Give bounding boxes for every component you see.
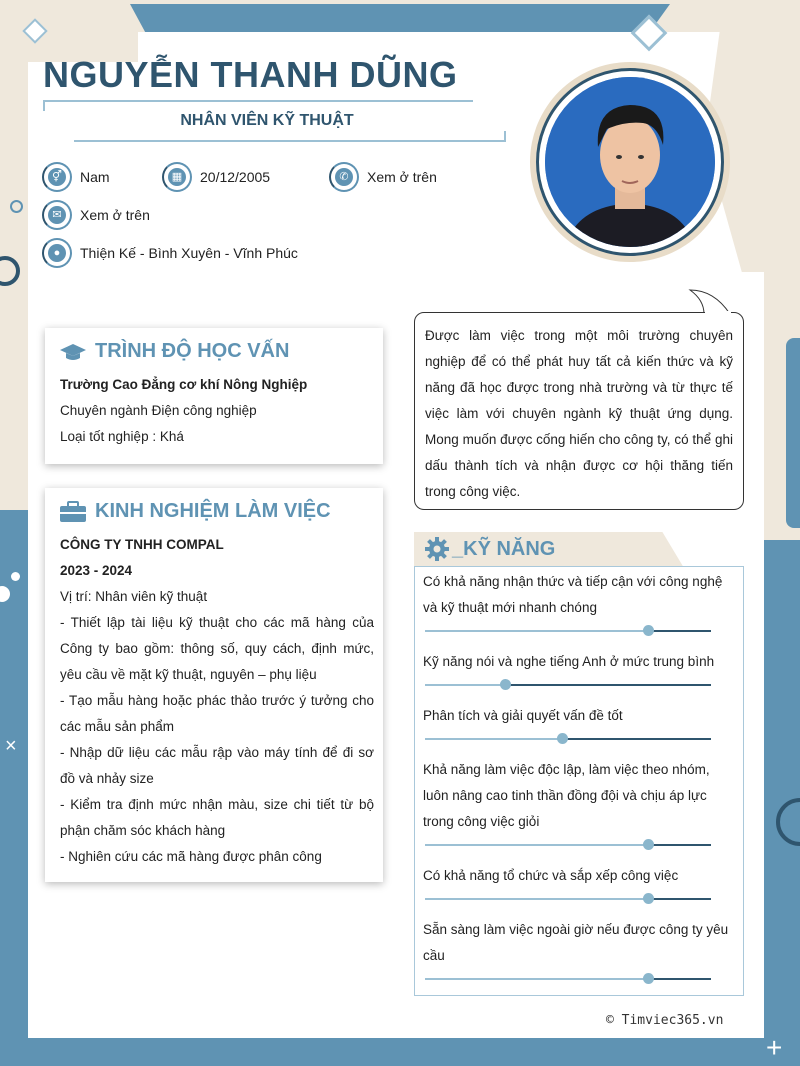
skill-bar-remaining [648, 844, 711, 846]
phone-value: Xem ở trên [367, 169, 437, 185]
skill-item [423, 703, 737, 729]
dot-icon [11, 572, 20, 581]
skill-level-knob [557, 733, 568, 744]
duty-item: - Kiểm tra định mức nhận màu, size chi tiết từ bộ phận chăm sóc khách hàng [60, 797, 374, 838]
skill-level-knob [500, 679, 511, 690]
copyright: © Timviec365.vn [606, 1013, 724, 1028]
experience-body [60, 532, 374, 870]
info-email [42, 200, 150, 230]
skill-bar [425, 738, 711, 740]
duty-item: - Thiết lập tài liệu kỹ thuật cho các mã hàng của Công ty bao gồm: thông số, quy cách, định mức, yêu cầu về mặt kỹ thuật, nguyên – phụ liệu [60, 615, 374, 682]
skill-bar [425, 898, 711, 900]
skill-level-knob [643, 625, 654, 636]
info-gender [42, 162, 110, 192]
skill-item [423, 649, 737, 675]
skill-label: Kỹ năng nói và nghe tiếng Anh ở mức trung bình [423, 654, 715, 669]
company-name: CÔNG TY TNHH COMPAL [60, 537, 224, 552]
work-period: 2023 - 2024 [60, 563, 133, 578]
title-rule-top [43, 100, 473, 102]
job-title: NHÂN VIÊN KỸ THUẬT [180, 112, 354, 129]
position: Vị trí: Nhân viên kỹ thuật [60, 589, 208, 604]
skill-level-knob [643, 839, 654, 850]
blue-wave-right [764, 720, 800, 1040]
phone-icon: ✆ [329, 162, 359, 192]
location-icon: ● [42, 238, 72, 268]
person-silhouette-icon [545, 77, 715, 247]
skill-label: Phân tích và giải quyết vấn đề tốt [423, 708, 623, 723]
calendar-icon: ▦ [162, 162, 192, 192]
skill-bar [425, 978, 711, 980]
skill-item [423, 863, 737, 889]
experience-title: KINH NGHIỆM LÀM VIỆC [95, 500, 331, 522]
blue-tab-right [786, 338, 800, 528]
education-section [45, 328, 383, 464]
skills-title: _KỸ NĂNG [452, 537, 556, 560]
circle-icon [10, 200, 23, 213]
skill-level-knob [643, 973, 654, 984]
duty-item: - Nghiên cứu các mã hàng được phân công [60, 849, 322, 864]
address-value: Thiện Kế - Bình Xuyên - Vĩnh Phúc [80, 245, 298, 261]
avatar [545, 77, 715, 247]
info-phone [329, 162, 437, 192]
skill-item [423, 569, 737, 621]
skill-bar-remaining [648, 630, 711, 632]
skill-bar [425, 630, 711, 632]
skill-label: Có khả năng tổ chức và sắp xếp công việc [423, 868, 679, 883]
skill-bar-remaining [648, 978, 711, 980]
title-rule-bottom [74, 140, 506, 142]
skill-label: Có khả năng nhận thức và tiếp cận với công nghệ và kỹ thuật mới nhanh chóng [423, 574, 723, 615]
experience-section [45, 488, 383, 882]
plus-icon: + [766, 1032, 783, 1063]
career-objective [414, 312, 744, 510]
skill-bar-remaining [562, 738, 711, 740]
birthday-value: 20/12/2005 [200, 169, 271, 185]
email-value: Xem ở trên [80, 207, 150, 223]
skill-bar-remaining [505, 684, 711, 686]
bubble-tail-cover [705, 311, 731, 314]
gender-icon: ⚥ [42, 162, 72, 192]
skill-item [423, 757, 737, 835]
candidate-name: NGUYỄN THANH DŨNG [43, 54, 458, 95]
cross-icon: × [5, 735, 17, 757]
gender-value: Nam [80, 169, 110, 185]
skill-level-knob [643, 893, 654, 904]
background-blue-top [130, 4, 670, 34]
duty-item: - Nhập dữ liệu các mẫu rập vào máy tính để đi sơ đồ và nhảy size [60, 745, 374, 786]
experience-heading [59, 500, 331, 523]
skill-item [423, 917, 737, 969]
graduation-cap-icon [59, 342, 87, 362]
info-birthday [162, 162, 270, 192]
education-title: TRÌNH ĐỘ HỌC VẤN [95, 340, 290, 362]
briefcase-icon [59, 501, 87, 523]
skill-bar [425, 684, 711, 686]
email-icon: ✉ [42, 200, 72, 230]
education-body [60, 372, 370, 450]
skills-section [414, 566, 744, 996]
grade: Loại tốt nghiệp : Khá [60, 429, 184, 444]
school-name: Trường Cao Đẳng cơ khí Nông Nghiệp [60, 377, 308, 392]
education-heading [59, 340, 289, 363]
major: Chuyên ngành Điện công nghiệp [60, 403, 257, 418]
skills-heading [424, 536, 555, 562]
skill-bar-remaining [648, 898, 711, 900]
skill-label: Sẵn sàng làm việc ngoài giờ nếu được công ty yêu cầu [423, 922, 729, 963]
skill-bar [425, 844, 711, 846]
duty-item: - Tạo mẫu hàng hoặc phác thảo trước ý tưởng cho các mẫu sản phẩm [60, 693, 374, 734]
objective-text: Được làm việc trong một môi trường chuyên nghiệp để có thể phát huy tất cả kiến thức và kỹ năng đã học được trong nhà trường và từ thực tế việc làm với chuyên ngành kỹ thuật ứng dụng. Mong muốn được cống hiến cho công ty, có thể ghi dấu thành tích và nhận được cơ hội thăng tiến trong công việc. [425, 328, 733, 499]
gear-icon [424, 536, 450, 562]
skill-label: Khả năng làm việc độc lập, làm việc theo nhóm, luôn nâng cao tinh thần đồng đội và chịu áp lực trong công việc giỏi [423, 762, 710, 829]
info-address [42, 238, 298, 268]
